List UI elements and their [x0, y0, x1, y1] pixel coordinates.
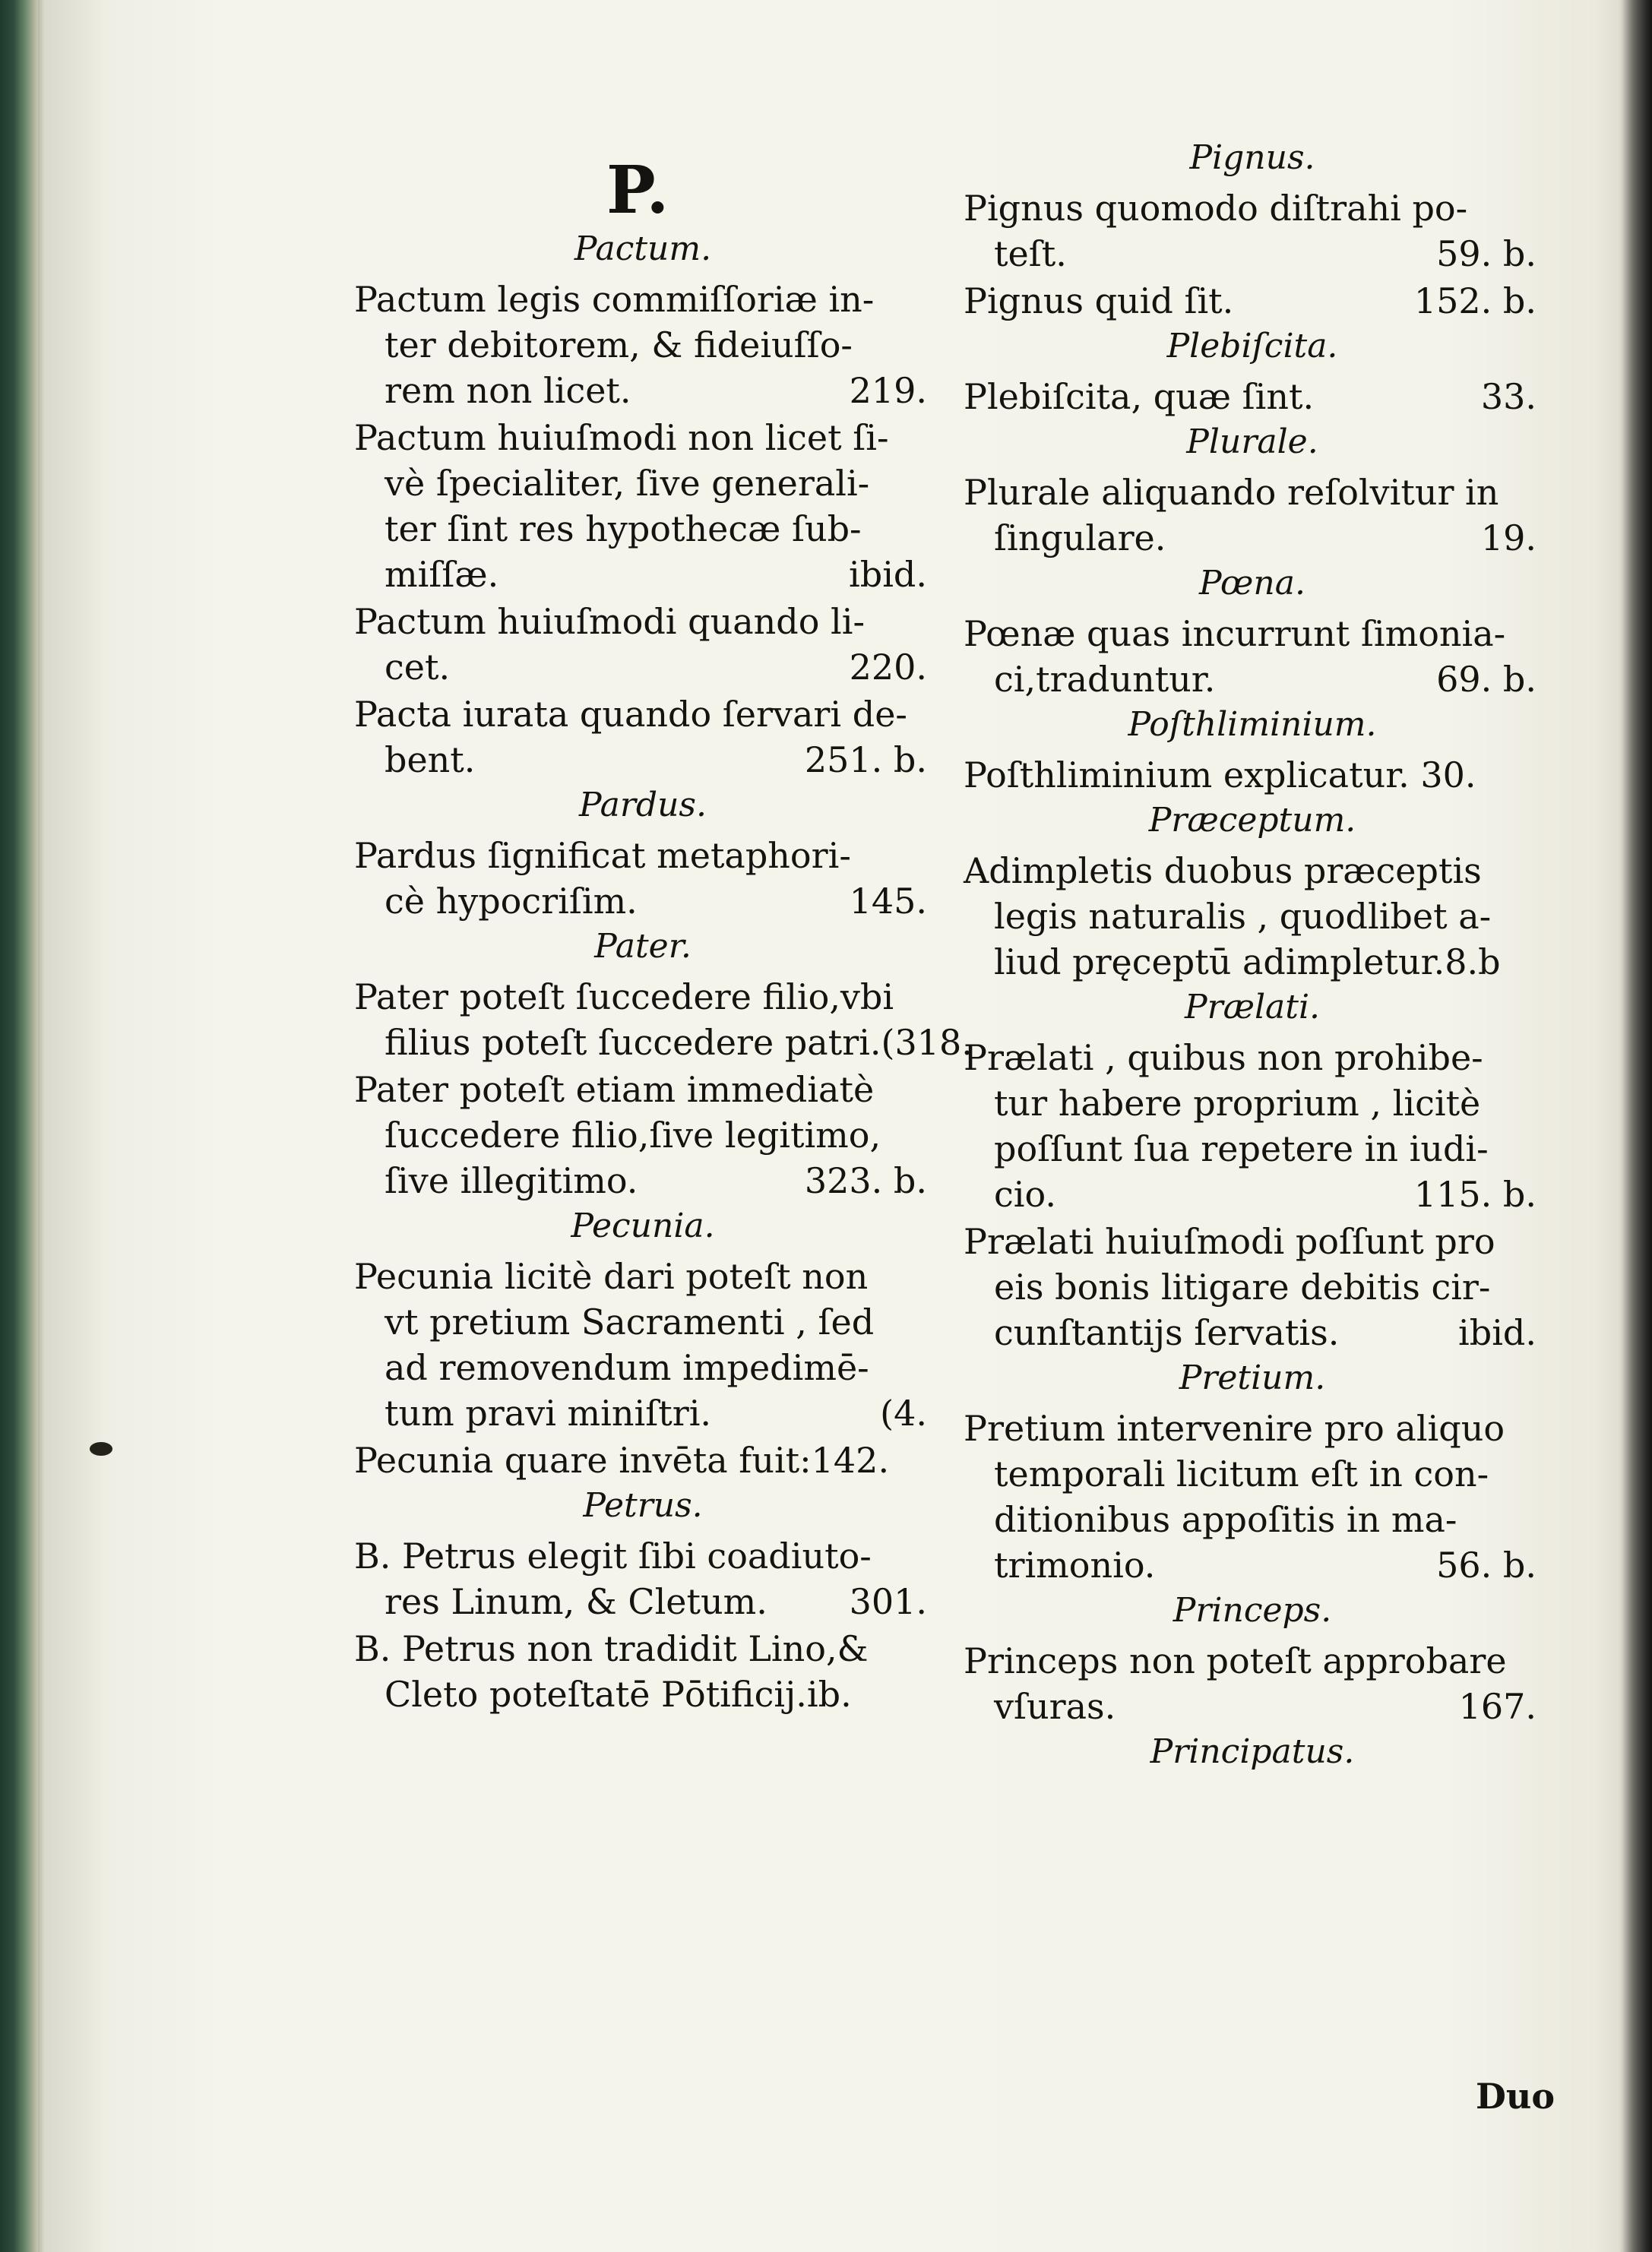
entry-line [354, 1345, 932, 1390]
index-entry [354, 277, 932, 413]
index-entry [354, 974, 973, 1065]
page-reference: ibid. [1458, 1312, 1536, 1353]
entry-line [964, 752, 1541, 798]
entry-text: ſuccedere filio,ſive legitimo, [385, 1115, 881, 1156]
entry-line [964, 1638, 1541, 1684]
page-reference: 152. b. [1413, 280, 1536, 321]
entry-line [354, 599, 932, 644]
entry-text: ditionibus appoſitis in ma- [994, 1499, 1457, 1540]
entry-text: ter ſint res hypothecæ ſub- [385, 508, 862, 549]
entry-line [964, 1542, 1541, 1588]
entry-line [354, 1533, 932, 1579]
index-entry [354, 691, 932, 783]
page-reference: 33. [1480, 376, 1536, 417]
entry-line [964, 894, 1541, 939]
index-entry [964, 374, 1541, 419]
entry-line [964, 939, 1541, 985]
page-reference: 251. b. [804, 739, 927, 780]
entry-line [354, 1438, 932, 1483]
entry-text: tur habere proprium , licitè [994, 1083, 1481, 1124]
entry-line [354, 1067, 932, 1112]
entry-text: vſuras. [994, 1686, 1116, 1727]
page-reference: 323. b. [804, 1160, 927, 1201]
index-entry [964, 1219, 1541, 1355]
entry-line [964, 1406, 1541, 1451]
entry-text: tum pravi miniſtri. [385, 1393, 712, 1434]
spine-shadow [38, 0, 106, 2252]
entry-line [354, 506, 932, 552]
index-heading: Poſthliminium. [1128, 705, 1377, 744]
entry-line [354, 878, 932, 924]
entry-text: Pignus quid ſit. [964, 280, 1234, 321]
entry-line [964, 1219, 1541, 1264]
index-entry [964, 611, 1541, 702]
page-reference: 145. [849, 881, 927, 922]
section-letter: P. [606, 152, 671, 229]
entry-line [354, 1112, 932, 1158]
left-index-column [354, 228, 973, 1719]
entry-line [964, 1080, 1541, 1126]
entry-line [964, 470, 1541, 515]
entry-line [354, 1254, 932, 1299]
index-heading: Principatus. [1150, 1732, 1355, 1771]
entry-text: Pecunia quare invēta fuit:142. [354, 1440, 890, 1481]
index-heading: Pignus. [1189, 138, 1315, 177]
entry-line [354, 1390, 932, 1436]
index-entry [354, 1067, 932, 1203]
entry-line [354, 691, 932, 737]
entry-line [354, 1579, 932, 1624]
entry-text: Prælati huiuſmodi poſſunt pro [964, 1221, 1495, 1262]
entry-text: trimonio. [994, 1545, 1156, 1586]
entry-text: Pecunia licitè dari poteſt non [354, 1256, 869, 1297]
index-entry [354, 1254, 932, 1436]
entry-text: Pactum legis commiſſoriæ in- [354, 279, 875, 320]
entry-text: Pignus quomodo diſtrahi po- [964, 188, 1468, 229]
index-entry [354, 1438, 932, 1483]
index-entry [964, 848, 1541, 985]
entry-line [964, 1126, 1541, 1172]
entry-text: bent. [385, 739, 476, 780]
ink-spot [90, 1442, 112, 1456]
page-reference: 59. b. [1436, 233, 1536, 274]
entry-text: cunſtantijs ſervatis. [994, 1312, 1340, 1353]
entry-text: res Linum, & Cletum. [385, 1581, 767, 1622]
index-entry [964, 1406, 1541, 1588]
index-entry [354, 415, 932, 597]
entry-text: Pardus ſignificat metaphori- [354, 835, 851, 876]
page-reference: 56. b. [1436, 1545, 1536, 1586]
index-heading: Pardus. [579, 786, 707, 824]
page-reference: 219. [849, 370, 927, 411]
entry-text: Poſthliminium explicatur. 30. [964, 754, 1476, 795]
catchword: Duo [1476, 2076, 1555, 2117]
index-entry [354, 1533, 932, 1624]
entry-text: ci,traduntur. [994, 659, 1216, 700]
entry-text: Cleto poteſtatē Pōtificij.ib. [385, 1674, 852, 1715]
entry-line [354, 415, 932, 460]
index-heading: Petrus. [583, 1486, 703, 1525]
entry-text: Princeps non poteſt approbare [964, 1640, 1507, 1681]
entry-line [354, 1020, 973, 1065]
index-heading: Pater. [594, 927, 691, 966]
index-heading: Plebiſcita. [1166, 327, 1338, 365]
index-heading: Pretium. [1179, 1358, 1326, 1397]
entry-text: Prælati , quibus non prohibe- [964, 1037, 1483, 1078]
entry-line [964, 611, 1541, 656]
entry-line [964, 1497, 1541, 1542]
entry-text: Pactum huiuſmodi quando li- [354, 601, 865, 642]
entry-line [964, 1451, 1541, 1497]
entry-line [354, 1672, 932, 1717]
index-heading: Prælati. [1184, 988, 1321, 1026]
index-heading: Princeps. [1173, 1591, 1332, 1630]
index-entry [354, 1626, 932, 1717]
entry-text: vt pretium Sacramenti , ſed [385, 1302, 875, 1343]
index-heading: Pœna. [1199, 564, 1305, 603]
page-reference: 69. b. [1436, 659, 1536, 700]
entry-text: Pœnæ quas incurrunt ſimonia- [964, 613, 1506, 654]
index-entry [964, 752, 1541, 798]
index-entry [964, 1035, 1541, 1217]
entry-text: cio. [994, 1174, 1056, 1215]
entry-text: Pretium intervenire pro aliquo [964, 1408, 1505, 1449]
entry-line [964, 1310, 1541, 1355]
entry-line [964, 1035, 1541, 1080]
page-reference: ibid. [849, 554, 927, 595]
entry-line [354, 1299, 932, 1345]
page-reference: 167. [1458, 1686, 1536, 1727]
entry-text: teſt. [994, 233, 1067, 274]
index-entry [964, 470, 1541, 561]
entry-text: temporali licitum eſt in con- [994, 1453, 1489, 1494]
page-reference: 220. [849, 647, 927, 688]
entry-line [354, 277, 932, 322]
page-edge-shadow [1619, 0, 1652, 2252]
entry-text: ter debitorem, & fideiuſſo- [385, 324, 853, 365]
entry-text: filius poteſt ſuccedere patri. [385, 1022, 881, 1063]
entry-text: Plurale aliquando reſolvitur in [964, 472, 1499, 513]
index-heading: Præceptum. [1148, 801, 1356, 840]
index-heading: Plurale. [1186, 422, 1318, 461]
page-reference: 19. [1480, 517, 1536, 558]
entry-line [964, 656, 1541, 702]
entry-text: miſſæ. [385, 554, 499, 595]
entry-line [354, 368, 932, 413]
entry-line [354, 1626, 932, 1672]
index-heading: Pactum. [574, 229, 712, 268]
entry-line [354, 833, 932, 878]
index-entry [964, 185, 1541, 277]
page-reference: (4. [880, 1393, 927, 1434]
entry-text: Plebiſcita, quæ ſint. [964, 376, 1315, 417]
entry-text: eis bonis litigare debitis cir- [994, 1267, 1491, 1308]
entry-text: legis naturalis , quodlibet a- [994, 896, 1492, 937]
entry-line [354, 460, 932, 506]
entry-text: vè ſpecialiter, ſive generali- [385, 463, 870, 504]
entry-line [964, 374, 1541, 419]
entry-line [964, 515, 1541, 561]
entry-text: rem non licet. [385, 370, 631, 411]
entry-text: Pater poteſt etiam immediatè [354, 1069, 875, 1110]
entry-text: poſſunt ſua repetere in iudi- [994, 1128, 1489, 1169]
entry-text: cè hypocriſim. [385, 881, 638, 922]
entry-line [964, 185, 1541, 231]
entry-text: Adimpletis duobus præceptis [964, 850, 1482, 891]
entry-line [354, 1158, 932, 1203]
entry-text: B. Petrus non tradidit Lino,& [354, 1628, 869, 1669]
index-entry [964, 1638, 1541, 1729]
entry-line [354, 974, 932, 1020]
entry-text: B. Petrus elegit ſibi coadiuto- [354, 1536, 872, 1577]
entry-line [964, 1684, 1541, 1729]
entry-line [964, 1264, 1541, 1310]
entry-line [354, 644, 932, 690]
entry-line [964, 848, 1541, 894]
index-entry [354, 833, 932, 924]
index-heading: Pecunia. [571, 1207, 715, 1245]
entry-text: liud pręceptū adimpletur.8.b [994, 941, 1501, 982]
entry-line [964, 278, 1541, 324]
entry-line [354, 322, 932, 368]
entry-text: ſingulare. [994, 517, 1166, 558]
entry-text: cet. [385, 647, 451, 688]
entry-line [354, 737, 932, 783]
index-entry [964, 278, 1541, 324]
index-entry [354, 599, 932, 690]
entry-line [964, 1172, 1541, 1217]
page-reference: 115. b. [1413, 1174, 1536, 1215]
entry-text: Pacta iurata quando ſervari de- [354, 694, 907, 735]
page-reference: 301. [849, 1581, 927, 1622]
entry-text: Pater poteſt ſuccedere filio,vbi [354, 976, 894, 1017]
page-reference: (318. [881, 1022, 973, 1063]
entry-line [964, 231, 1541, 277]
entry-line [354, 552, 932, 597]
entry-text: ad removendum impedimē- [385, 1347, 869, 1388]
entry-text: Pactum huiuſmodi non licet ſi- [354, 417, 889, 458]
right-index-column [964, 137, 1541, 1778]
entry-text: ſive illegitimo. [385, 1160, 638, 1201]
